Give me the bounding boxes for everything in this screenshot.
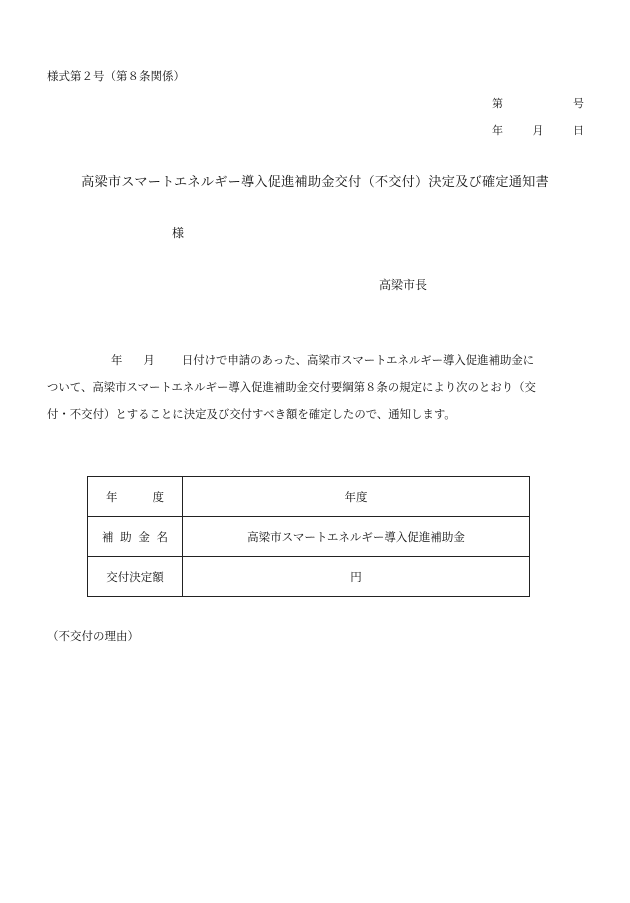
label-char: 年	[106, 489, 118, 504]
body-line-1-text: 日付けで申請のあった、高梁市スマートエネルギー導入促進補助金に	[181, 353, 535, 367]
addressee-honorific: 様	[172, 226, 185, 240]
body-line-2: ついて、高梁市スマートエネルギー導入促進補助金交付要綱第８条の規定により次のとおり（交	[47, 380, 536, 394]
label-char: 金	[138, 529, 150, 544]
date-day: 日	[573, 124, 584, 137]
body-line-3: 付・不交付）とすることに決定及び交付すべき額を確定したので、通知します。	[47, 407, 456, 421]
label-grant-amount: 交付決定額	[88, 557, 183, 597]
body-month: 月	[143, 353, 155, 367]
body-line-1	[47, 347, 584, 374]
subsidy-info-table	[87, 476, 530, 597]
label-char: 名	[156, 529, 168, 544]
issuer-name: 高梁市長	[379, 278, 428, 292]
label-char: 助	[120, 529, 132, 544]
notice-body	[47, 347, 584, 428]
table-row-fiscal-year	[88, 477, 530, 517]
document-title: 高梁市スマートエネルギー導入促進補助金交付（不交付）決定及び確定通知書	[81, 175, 549, 190]
table-row-grant-amount	[88, 557, 530, 597]
number-suffix: 号	[573, 97, 584, 110]
value-fiscal-year: 年度	[183, 477, 530, 517]
table-row-subsidy-name	[88, 517, 530, 557]
form-number: 様式第２号（第８条関係）	[47, 69, 185, 83]
label-char: 度	[152, 489, 164, 504]
date-month: 月	[532, 124, 544, 137]
value-subsidy-name: 高梁市スマートエネルギー導入促進補助金	[183, 517, 530, 557]
value-grant-amount: 円	[183, 557, 530, 597]
date-line	[492, 122, 584, 138]
number-prefix: 第	[492, 97, 503, 110]
document-number-line	[492, 95, 584, 111]
non-grant-reason-label: （不交付の理由）	[47, 629, 139, 643]
label-char: 補	[102, 529, 114, 544]
label-subsidy-name	[88, 517, 183, 557]
date-year: 年	[492, 124, 503, 137]
body-year: 年	[111, 353, 123, 367]
label-fiscal-year	[88, 477, 183, 517]
